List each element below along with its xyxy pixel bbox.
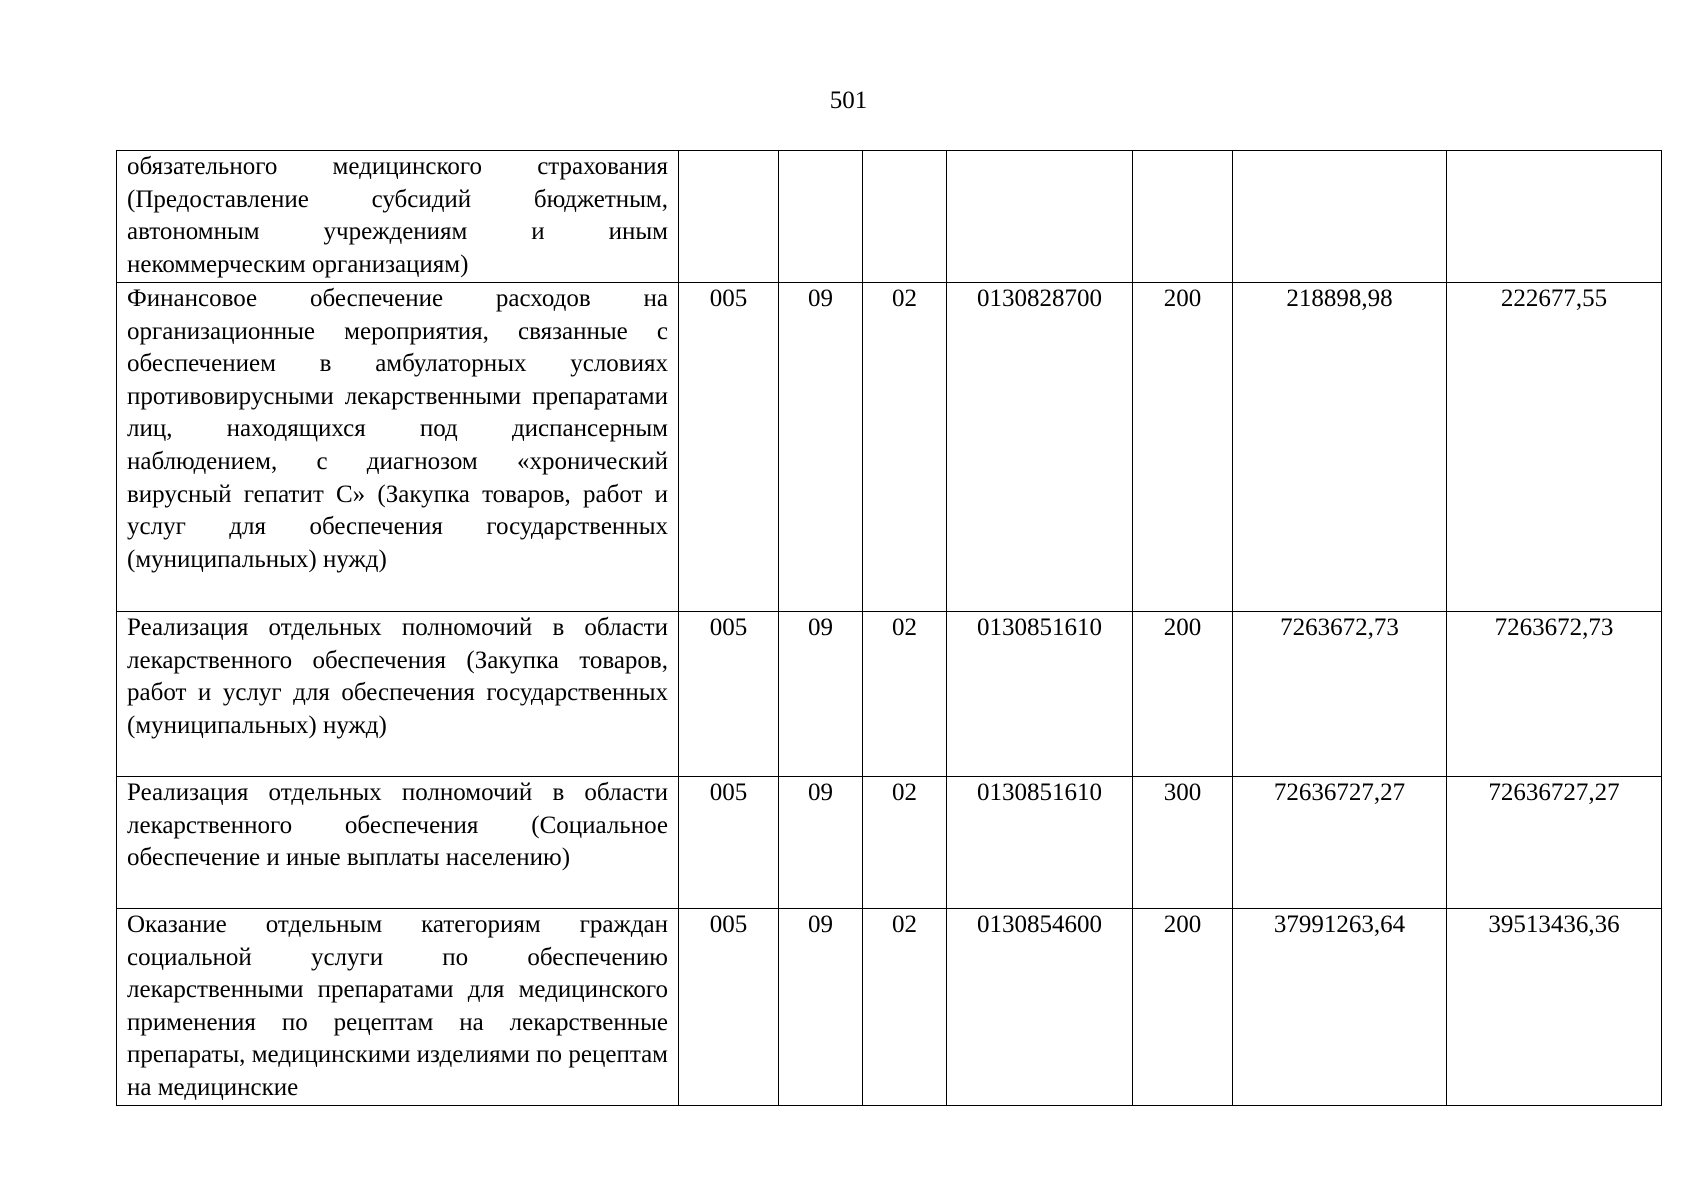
amount-year-1: 7263672,73: [1233, 612, 1447, 777]
subsection-code: 02: [863, 777, 947, 909]
ministry-code: 005: [679, 909, 779, 1106]
target-article: 0130828700: [947, 283, 1133, 612]
amount-year-2: [1447, 151, 1662, 283]
row-description: Реализация отдельных полномочий в области лекарственного обеспечения (Социальное обеспечение и иные выплаты населению): [117, 777, 679, 909]
expense-type: [1133, 151, 1233, 283]
section-code: [779, 151, 863, 283]
expense-type: 200: [1133, 612, 1233, 777]
table-row: [117, 151, 1662, 283]
budget-table: [116, 150, 1662, 1106]
row-description: Реализация отдельных полномочий в области лекарственного обеспечения (Закупка товаров, работ и услуг для обеспечения государственных (муниципальных) нужд): [117, 612, 679, 777]
amount-year-2: 222677,55: [1447, 283, 1662, 612]
amount-year-1: [1233, 151, 1447, 283]
row-description: обязательного медицинского страхования (Предоставление субсидий бюджетным, автономным учреждениям и иным некоммерческим организациям): [117, 151, 679, 283]
target-article: [947, 151, 1133, 283]
expense-type: 200: [1133, 283, 1233, 612]
subsection-code: 02: [863, 612, 947, 777]
table-row: [117, 909, 1662, 1106]
row-description: Оказание отдельным категориям граждан социальной услуги по обеспечению лекарственными препаратами для медицинского применения по рецептам на лекарственные препараты, медицинскими изделиями по рецептам на медицинские: [117, 909, 679, 1106]
ministry-code: [679, 151, 779, 283]
ministry-code: 005: [679, 777, 779, 909]
ministry-code: 005: [679, 283, 779, 612]
target-article: 0130854600: [947, 909, 1133, 1106]
subsection-code: 02: [863, 283, 947, 612]
section-code: 09: [779, 283, 863, 612]
subsection-code: 02: [863, 909, 947, 1106]
section-code: 09: [779, 612, 863, 777]
row-description: Финансовое обеспечение расходов на организационные мероприятия, связанные с обеспечением в амбулаторных условиях противовирусными лекарственными препаратами лиц, находящихся под диспансерным наблюдением, с диагнозом «хронический вирусный гепатит С» (Закупка товаров, работ и услуг для обеспечения государственных (муниципальных) нужд): [117, 283, 679, 612]
target-article: 0130851610: [947, 777, 1133, 909]
amount-year-2: 39513436,36: [1447, 909, 1662, 1106]
amount-year-1: 72636727,27: [1233, 777, 1447, 909]
table-row: [117, 283, 1662, 612]
amount-year-2: 7263672,73: [1447, 612, 1662, 777]
amount-year-1: 37991263,64: [1233, 909, 1447, 1106]
subsection-code: [863, 151, 947, 283]
page-number: 501: [829, 87, 868, 114]
table-row: [117, 612, 1662, 777]
table-row: [117, 777, 1662, 909]
section-code: 09: [779, 777, 863, 909]
expense-type: 200: [1133, 909, 1233, 1106]
amount-year-1: 218898,98: [1233, 283, 1447, 612]
target-article: 0130851610: [947, 612, 1133, 777]
amount-year-2: 72636727,27: [1447, 777, 1662, 909]
expense-type: 300: [1133, 777, 1233, 909]
section-code: 09: [779, 909, 863, 1106]
ministry-code: 005: [679, 612, 779, 777]
